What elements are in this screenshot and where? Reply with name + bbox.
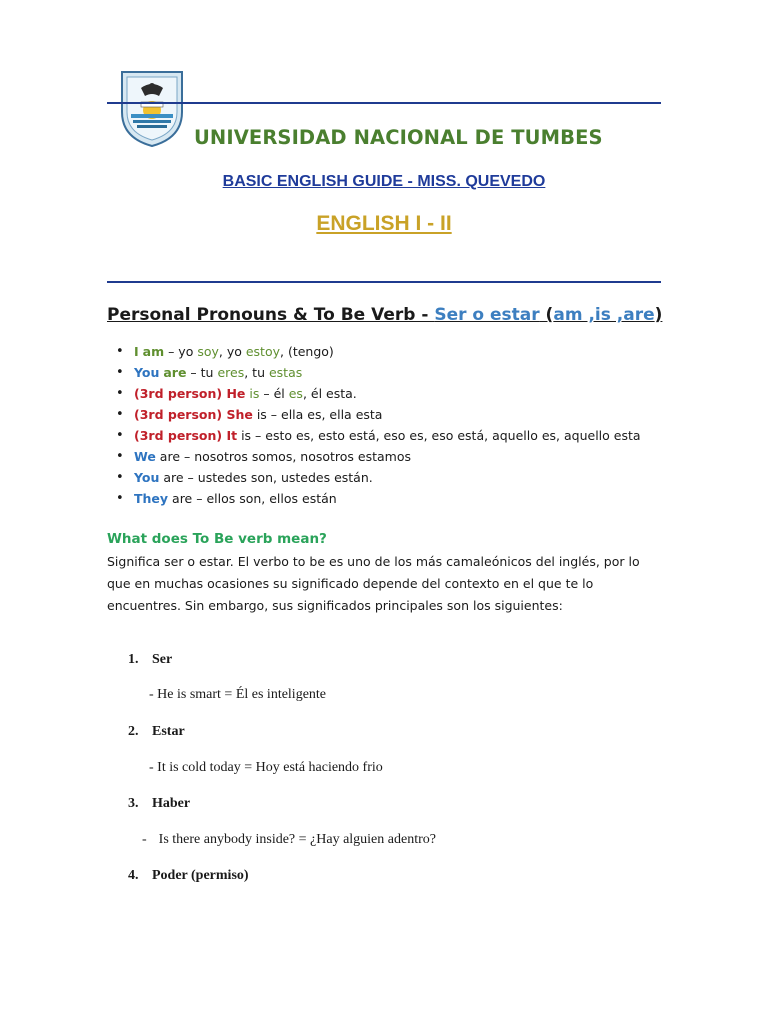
text: is – esto es, esto está, eso es, eso está, aquello es, aquello esta	[237, 428, 641, 443]
text: estas	[268, 365, 303, 380]
item-number: 4.	[128, 868, 139, 883]
heading-close: )	[654, 305, 663, 325]
item-number: 3.	[128, 796, 139, 811]
pronoun: I	[134, 344, 139, 359]
item-title: Poder (permiso)	[152, 868, 249, 883]
text: es	[288, 386, 303, 401]
text: are – nosotros somos, nosotros estamos	[155, 449, 412, 464]
text: are – ustedes son, ustedes están.	[159, 470, 373, 485]
meaning-example: - It is cold today = Hoy está haciendo frio	[149, 760, 383, 775]
meaning-item	[128, 868, 249, 884]
question-heading: What does To Be verb mean?	[107, 531, 327, 547]
meaning-item	[128, 724, 185, 740]
text: is – ella es, ella esta	[252, 407, 383, 422]
bottom-rule	[107, 281, 661, 283]
list-item	[114, 363, 641, 384]
item-number: 2.	[128, 724, 139, 739]
pronoun: You	[134, 365, 160, 380]
text: estoy	[245, 344, 281, 359]
pronoun: You	[134, 470, 160, 485]
list-item	[114, 342, 641, 363]
university-seal-icon	[117, 66, 187, 148]
section-heading	[107, 305, 662, 325]
guide-title: BASIC ENGLISH GUIDE - MISS. QUEVEDO	[222, 173, 546, 190]
text: eres	[217, 365, 245, 380]
text: , yo	[218, 344, 246, 359]
meaning-example	[142, 832, 436, 848]
explanation-paragraph: Significa ser o estar. El verbo to be es uno de los más camaleónicos del inglés, por lo que en muchas ocasiones su significado depende del contexto en el que te lo encuentres. Sin embargo, sus significados principales son los siguientes:	[107, 554, 640, 613]
text: , él esta.	[302, 386, 357, 401]
list-item	[114, 447, 641, 468]
pronoun: (3rd person) He	[134, 386, 246, 401]
verb: am	[142, 344, 165, 359]
list-item	[114, 405, 641, 426]
heading-main: Personal Pronouns & To Be Verb -	[107, 305, 435, 325]
pronoun: (3rd person) She	[134, 407, 253, 422]
verb: are	[163, 365, 187, 380]
item-title: Estar	[152, 724, 185, 739]
pronoun: They	[134, 491, 169, 506]
heading-open: (	[539, 305, 554, 325]
dash: -	[142, 832, 147, 847]
item-title: Ser	[152, 652, 173, 667]
text: – él	[259, 386, 289, 401]
text: , (tengo)	[280, 344, 334, 359]
text: soy	[197, 344, 219, 359]
text: are – ellos son, ellos están	[168, 491, 337, 506]
meaning-example: - He is smart = Él es inteligente	[149, 687, 327, 702]
text: – tu	[186, 365, 218, 380]
item-number: 1.	[128, 652, 139, 667]
verb: is	[249, 386, 260, 401]
list-item	[114, 468, 641, 489]
meaning-item	[128, 652, 172, 668]
pronoun-list	[114, 342, 641, 510]
pronoun: (3rd person) It	[134, 428, 238, 443]
list-item	[114, 384, 641, 405]
pronoun: We	[134, 449, 156, 464]
item-title: Haber	[152, 796, 191, 811]
text: – yo	[164, 344, 198, 359]
course-title: ENGLISH I - II	[316, 212, 452, 235]
example-text: Is there anybody inside? = ¿Hay alguien adentro?	[158, 832, 436, 847]
list-item	[114, 426, 641, 447]
text: , tu	[244, 365, 269, 380]
heading-ser-o-estar: Ser o estar	[434, 305, 540, 325]
heading-forms: am ,is ,are	[553, 305, 655, 325]
top-rule	[107, 102, 661, 104]
list-item	[114, 489, 641, 510]
meaning-item	[128, 796, 190, 812]
university-title: UNIVERSIDAD NACIONAL DE TUMBES	[194, 126, 603, 149]
